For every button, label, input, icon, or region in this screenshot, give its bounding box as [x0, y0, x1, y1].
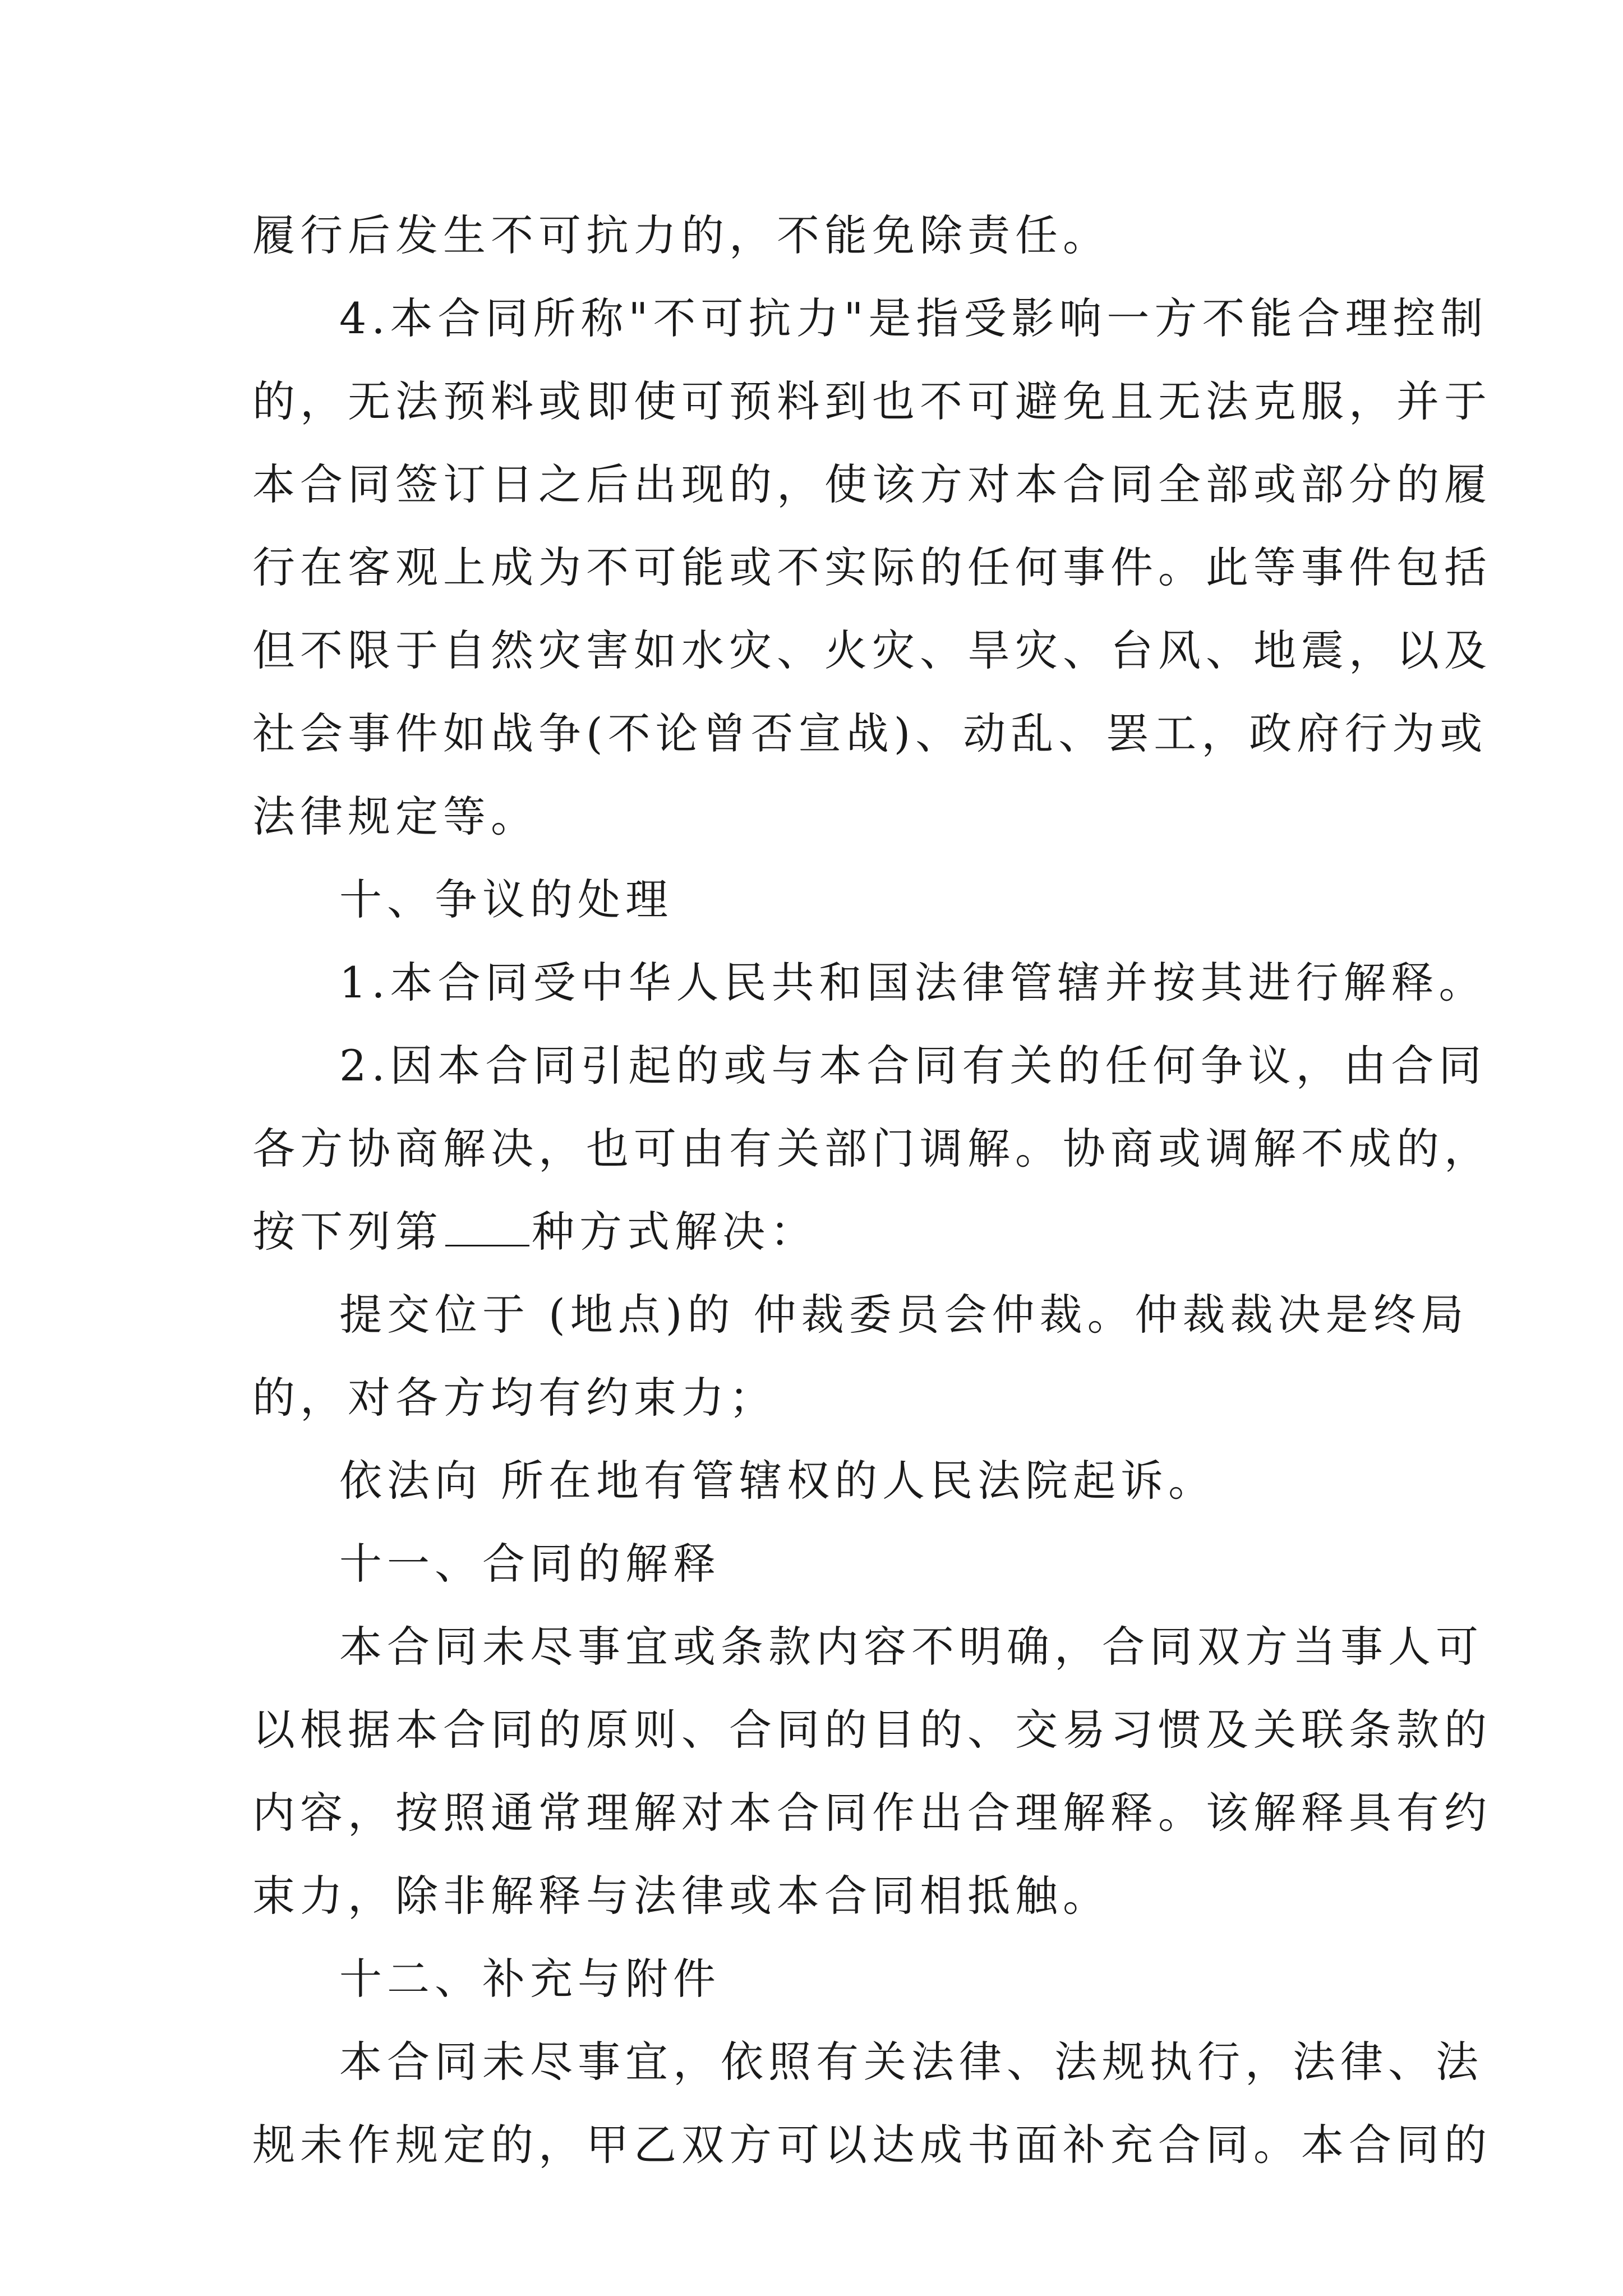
text-line: 以根据本合同的原则、合同的目的、交易习惯及关联条款的: [252, 1705, 1492, 1755]
text-line: 4.本合同所称"不可抗力"是指受影响一方不能合理控制: [339, 293, 1488, 343]
text-line: 提交位于 (地点)的 仲裁委员会仲裁。仲裁裁决是终局: [339, 1290, 1469, 1340]
text-line: 2.因本合同引起的或与本合同有关的任何争议，由合同: [339, 1041, 1487, 1091]
text-line: 但不限于自然灾害如水灾、火灾、旱灾、台风、地震，以及: [252, 625, 1492, 675]
text-line: 内容，按照通常理解对本合同作出合理解释。该解释具有约: [252, 1788, 1492, 1838]
text-line: 的，对各方均有约束力；: [252, 1373, 777, 1423]
text-line: 依法向 所在地有管辖权的人民法院起诉。: [339, 1456, 1216, 1506]
section-heading: 十、争议的处理: [339, 875, 673, 924]
text-line: 束力，除非解释与法律或本合同相抵触。: [252, 1871, 1110, 1921]
text-line: 法律规定等。: [252, 792, 538, 841]
text-line: [252, 1193, 818, 1271]
text-line: 社会事件如战争(不论曾否宣战)、动乱、罢工，政府行为或: [252, 708, 1488, 758]
text-line: 本合同未尽事宜或条款内容不明确，合同双方当事人可: [339, 1622, 1483, 1672]
text-line: 本合同签订日之后出现的，使该方对本合同全部或部分的履: [252, 459, 1492, 509]
section-heading: 十二、补充与附件: [339, 1954, 721, 2004]
text-line: 1.本合同受中华人民共和国法律管辖并按其进行解释。: [339, 958, 1487, 1007]
text-line: 各方协商解决，也可由有关部门调解。协商或调解不成的，: [252, 1124, 1492, 1174]
fill-in-blank: [445, 1205, 529, 1246]
text-line: 本合同未尽事宜，依照有关法律、法规执行，法律、法: [339, 2037, 1483, 2087]
section-heading: 十一、合同的解释: [339, 1539, 721, 1589]
text-line: 规未作规定的，甲乙双方可以达成书面补充合同。本合同的: [252, 2120, 1492, 2170]
text-line: 行在客观上成为不可能或不实际的任何事件。此等事件包括: [252, 542, 1492, 592]
text-segment: 种方式解决：: [532, 1207, 818, 1257]
text-segment: 按下列第: [252, 1207, 443, 1257]
text-line: 履行后发生不可抗力的，不能免除责任。: [252, 210, 1110, 260]
text-line: 的，无法预料或即使可预料到也不可避免且无法克服，并于: [252, 376, 1492, 426]
